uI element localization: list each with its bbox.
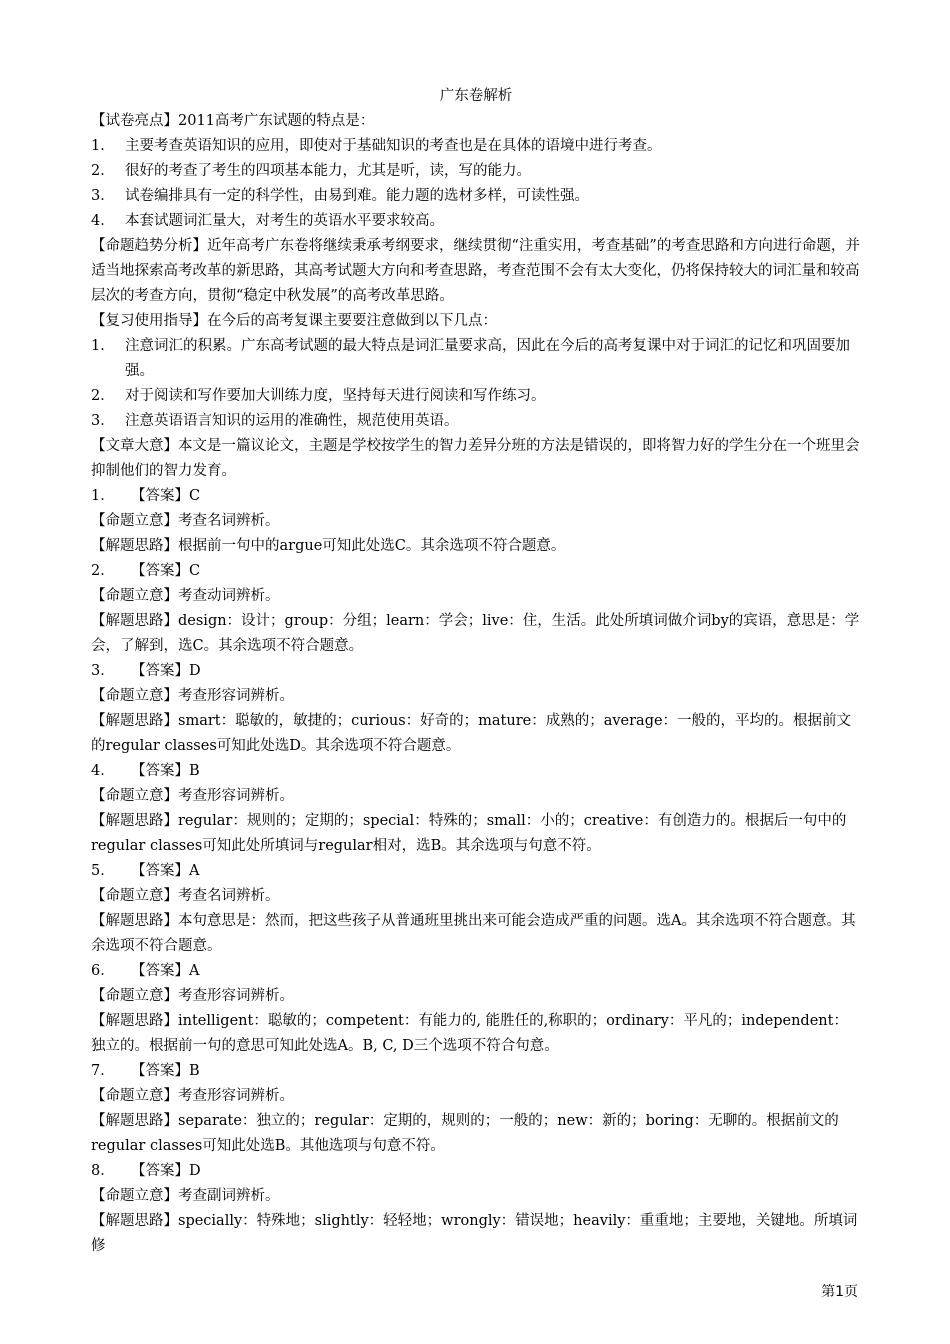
list-number: 1． bbox=[91, 138, 115, 154]
question-answer bbox=[91, 1159, 861, 1184]
question-number: 2． bbox=[91, 563, 115, 579]
guide-item bbox=[91, 384, 861, 409]
question-intent: 【命题立意】考查形容词辨析。 bbox=[91, 688, 294, 704]
highlight-item bbox=[91, 159, 861, 184]
question-answer bbox=[91, 759, 861, 784]
question-intent: 【命题立意】考查名词辨析。 bbox=[91, 513, 280, 529]
trend-paragraph: 【命题趋势分析】近年高考广东卷将继续秉承考纲要求，继续贯彻“注重实用，考查基础”的考查思路和方向进行命题，并适当地探索高考改革的新思路，其高考试题大方向和考查思路，考查范围不会有太大变化，仍将保持较大的词汇量和较高层次的考查方向，贯彻“稳定中秋发展”的高考改革思路。 bbox=[91, 238, 860, 304]
highlight-item bbox=[91, 134, 861, 159]
list-text: 主要考查英语知识的应用，即使对于基础知识的考查也是在具体的语境中进行考查。 bbox=[125, 138, 662, 154]
answer-text: 【答案】C bbox=[131, 563, 201, 579]
list-number: 4． bbox=[91, 213, 115, 229]
question-analysis: 【解题思路】本句意思是：然而，把这些孩子从普通班里挑出来可能会造成严重的问题。选A。其余选项不符合题意。其余选项不符合题意。 bbox=[91, 913, 856, 954]
answer-text: 【答案】D bbox=[131, 663, 201, 679]
list-text: 注意英语语言知识的运用的准确性，规范使用英语。 bbox=[125, 413, 459, 429]
page-number: 第1页 bbox=[821, 1284, 858, 1300]
question-analysis: 【解题思路】design：设计；group：分组；learn：学会；live：住，生活。此处所填词做介词by的宾语，意思是：学会，了解到，选C。其余选项不符合题意。 bbox=[91, 613, 860, 654]
question-analysis: 【解题思路】intelligent：聪敏的；competent：有能力的, 能胜任的,称职的；ordinary：平凡的；independent：独立的。根据前一句的意思可知此处选A。B, C, D三个选项不符合句意。 bbox=[91, 1013, 848, 1054]
question-analysis: 【解题思路】specially：特殊地；slightly：轻轻地；wrongly：错误地；heavily：重重地；主要地，关键地。所填词修 bbox=[91, 1213, 858, 1254]
list-text: 注意词汇的积累。广东高考试题的最大特点是词汇量要求高，因此在今后的高考复课中对于词汇的记忆和巩固要加强。 bbox=[125, 338, 850, 379]
answer-text: 【答案】D bbox=[131, 1163, 201, 1179]
list-number: 3． bbox=[91, 413, 115, 429]
question-intent: 【命题立意】考查副词辨析。 bbox=[91, 1188, 280, 1204]
answer-text: 【答案】B bbox=[131, 763, 200, 779]
question-answer bbox=[91, 859, 861, 884]
guide-item bbox=[91, 409, 861, 434]
page-title: 广东卷解析 bbox=[439, 88, 513, 104]
question-intent: 【命题立意】考查动词辨析。 bbox=[91, 588, 280, 604]
list-text: 对于阅读和写作要加大训练力度，坚持每天进行阅读和写作练习。 bbox=[125, 388, 546, 404]
highlights-intro: 【试卷亮点】2011高考广东试题的特点是： bbox=[91, 113, 375, 129]
question-answer bbox=[91, 484, 861, 509]
question-number: 4． bbox=[91, 763, 115, 779]
list-text: 很好的考查了考生的四项基本能力，尤其是听，读，写的能力。 bbox=[125, 163, 531, 179]
highlight-item bbox=[91, 209, 861, 234]
question-number: 8． bbox=[91, 1163, 115, 1179]
question-analysis: 【解题思路】separate：独立的；regular：定期的，规则的；一般的；new：新的；boring：无聊的。根据前文的regular classes可知此处选B。其他选项与句意不符。 bbox=[91, 1113, 839, 1154]
document-content bbox=[91, 84, 861, 1259]
question-intent: 【命题立意】考查名词辨析。 bbox=[91, 888, 280, 904]
question-number: 7． bbox=[91, 1063, 115, 1079]
question-number: 3． bbox=[91, 663, 115, 679]
answer-text: 【答案】C bbox=[131, 488, 201, 504]
question-intent: 【命题立意】考查形容词辨析。 bbox=[91, 988, 294, 1004]
guide-item bbox=[91, 334, 861, 384]
list-number: 3． bbox=[91, 188, 115, 204]
list-text: 试卷编排具有一定的科学性，由易到难。能力题的选材多样，可读性强。 bbox=[125, 188, 589, 204]
answer-text: 【答案】B bbox=[131, 1063, 200, 1079]
question-answer bbox=[91, 659, 861, 684]
question-analysis: 【解题思路】根据前一句中的argue可知此处选C。其余选项不符合题意。 bbox=[91, 538, 566, 554]
answer-text: 【答案】A bbox=[131, 863, 200, 879]
question-number: 1． bbox=[91, 488, 115, 504]
highlight-item bbox=[91, 184, 861, 209]
list-number: 1． bbox=[91, 338, 115, 354]
question-number: 5． bbox=[91, 863, 115, 879]
question-intent: 【命题立意】考查形容词辨析。 bbox=[91, 1088, 294, 1104]
question-answer bbox=[91, 1059, 861, 1084]
question-answer bbox=[91, 959, 861, 984]
guide-intro: 【复习使用指导】在今后的高考复课主要要注意做到以下几点： bbox=[91, 313, 497, 329]
list-text: 本套试题词汇量大，对考生的英语水平要求较高。 bbox=[125, 213, 444, 229]
question-intent: 【命题立意】考查形容词辨析。 bbox=[91, 788, 294, 804]
summary-paragraph: 【文章大意】本文是一篇议论文，主题是学校按学生的智力差异分班的方法是错误的，即将智力好的学生分在一个班里会抑制他们的智力发育。 bbox=[91, 438, 860, 479]
list-number: 2． bbox=[91, 388, 115, 404]
question-number: 6． bbox=[91, 963, 115, 979]
answer-text: 【答案】A bbox=[131, 963, 200, 979]
question-analysis: 【解题思路】smart：聪敏的，敏捷的；curious：好奇的；mature：成熟的；average：一般的，平均的。根据前文的regular classes可知此处选D。其余选项不符合题意。 bbox=[91, 713, 852, 754]
list-number: 2． bbox=[91, 163, 115, 179]
question-analysis: 【解题思路】regular：规则的；定期的；special：特殊的；small：小的；creative：有创造力的。根据后一句中的regular classes可知此处所填词与regular相对，选B。其余选项与句意不符。 bbox=[91, 813, 847, 854]
question-answer bbox=[91, 559, 861, 584]
